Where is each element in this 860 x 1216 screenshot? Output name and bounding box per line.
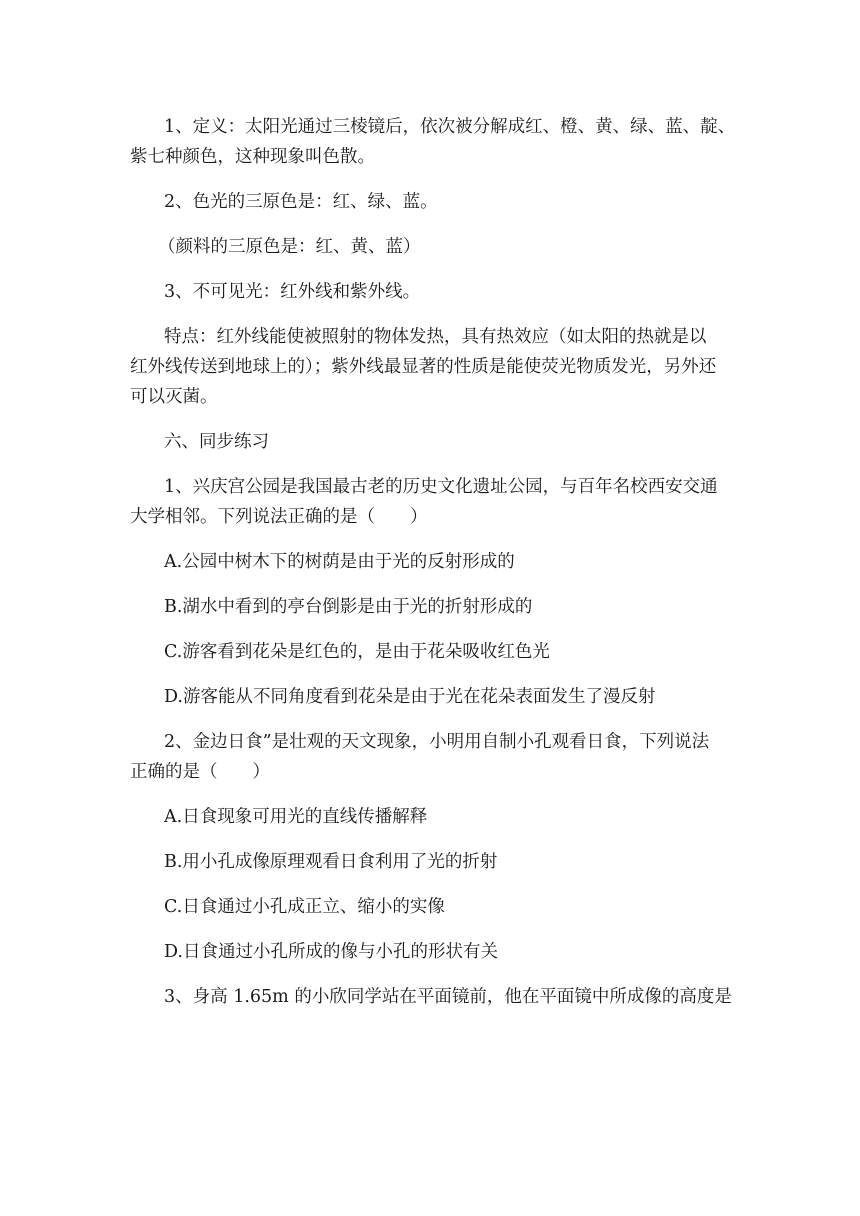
document-body (130, 112, 736, 1027)
question-2-line-1: 2、金边日食”是壮观的天文现象，小明用自制小孔观看日食，下列说法 (164, 732, 710, 752)
question-1-option-b: B.湖水中看到的亭台倒影是由于光的折射形成的 (164, 597, 533, 617)
question-1-option-a: A.公园中树木下的树荫是由于光的反射形成的 (164, 552, 515, 572)
question-2-option-a: A.日食现象可用光的直线传播解释 (164, 807, 428, 827)
paragraph-characteristics-line-1: 特点：红外线能使被照射的物体发热，具有热效应（如太阳的热就是以 (164, 327, 707, 347)
question-2-option-b: B.用小孔成像原理观看日食利用了光的折射 (164, 852, 498, 872)
paragraph-invisible-light: 3、不可见光：红外线和紫外线。 (164, 282, 421, 302)
question-1-line-2: 大学相邻。下列说法正确的是（ ） (130, 507, 428, 527)
paragraph-characteristics-line-3: 可以灭菌。 (130, 387, 218, 407)
question-2-option-c: C.日食通过小孔成正立、缩小的实像 (164, 897, 445, 917)
question-2-option-d: D.日食通过小孔所成的像与小孔的形状有关 (164, 942, 498, 962)
question-2-line-2: 正确的是（ ） (130, 762, 270, 782)
section-heading-practice: 六、同步练习 (164, 432, 269, 452)
question-1-line-1: 1、兴庆宫公园是我国最古老的历史文化遗址公园，与百年名校西安交通 (164, 477, 718, 497)
question-1-option-d: D.游客能从不同角度看到花朵是由于光在花朵表面发生了漫反射 (164, 687, 656, 707)
paragraph-dispersion-definition-line-1: 1、定义：太阳光通过三棱镜后，依次被分解成红、橙、黄、绿、蓝、靛、 (164, 117, 736, 137)
paragraph-light-primary-colors: 2、色光的三原色是：红、绿、蓝。 (164, 192, 438, 212)
paragraph-characteristics-line-2: 红外线传送到地球上的）；紫外线最显著的性质是能使荧光物质发光，另外还 (130, 357, 717, 377)
question-3-line-1: 3、身高 1.65m 的小欣同学站在平面镜前，他在平面镜中所成像的高度是 (164, 987, 732, 1007)
question-1-option-c: C.游客看到花朵是红色的，是由于花朵吸收红色光 (164, 642, 550, 662)
paragraph-dispersion-definition-line-2: 紫七种颜色，这种现象叫色散。 (130, 147, 375, 167)
paragraph-pigment-primary-colors: （颜料的三原色是：红、黄、蓝） (158, 237, 421, 257)
